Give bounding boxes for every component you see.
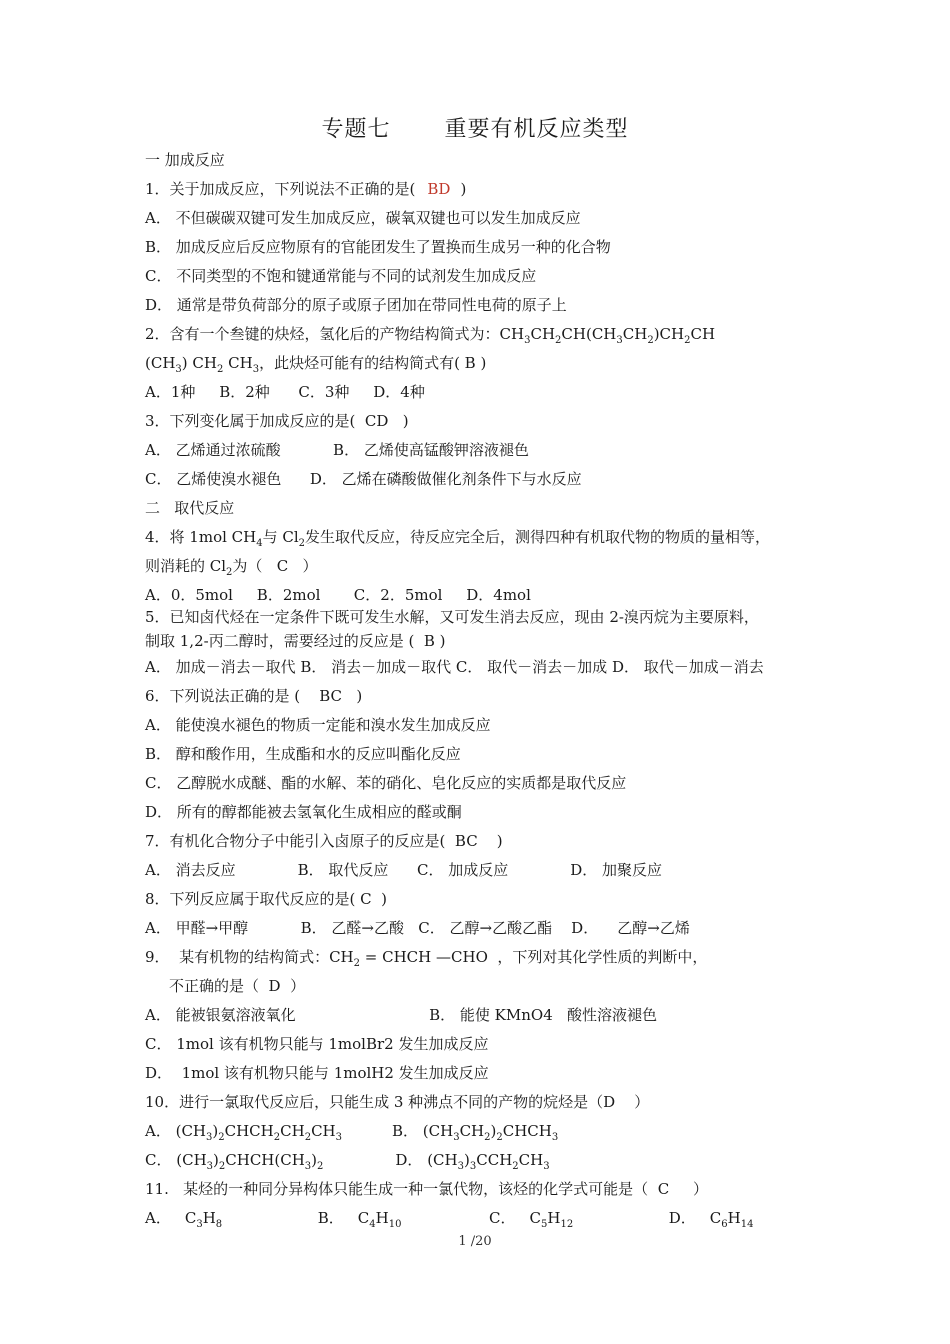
question-7-options: A． 消去反应 B． 取代反应 C． 加成反应 D． 加聚反应 (145, 861, 663, 879)
question-11-stem: 11. 某烃的一种同分异构体只能生成一种一氯代物，该烃的化学式可能是（ C ） (145, 1180, 709, 1198)
question-1-option-c: C． 不同类型的不饱和键通常能与不同的试剂发生加成反应 (145, 267, 537, 285)
question-2-stem: 2．含有一个叁键的炔烃，氢化后的产物结构简式为：$CH_3CH_2CH(CH_3CH_2)CH_2CH$ (145, 325, 716, 346)
title-topic: 专题七 (321, 117, 391, 142)
question-1-option-d: D． 通常是带负荷部分的原子或原子团加在带同性电荷的原子上 (145, 296, 567, 314)
question-9-options-ab: A． 能被银氨溶液氧化 B． 能使 KMnO4 酸性溶液褪色 (145, 1006, 658, 1024)
question-1-answer: BD (427, 180, 451, 198)
question-1-stem: 1．关于加成反应，下列说法不正确的是( BD ) (145, 180, 467, 198)
question-3-stem: 3．下列变化属于加成反应的是( CD ) (145, 412, 409, 430)
question-10-options-cd: C． $(CH_3)_2CHCH(CH_3)_2$ D． $(CH_3)_3CCH_2CH_3$ (145, 1151, 550, 1172)
question-4-options: A．0．5mol B．2mol C．2．5mol D．4mol (145, 586, 531, 604)
title-subject: 重要有机反应类型 (444, 117, 629, 142)
question-6-option-b: B． 醇和酸作用，生成酯和水的反应叫酯化反应 (145, 745, 461, 763)
question-9-option-c: C． 1mol 该有机物只能与 1molBr2 发生加成反应 (145, 1035, 489, 1053)
question-8-stem: 8．下列反应属于取代反应的是( C ) (145, 890, 388, 908)
question-9-option-d: D． 1mol 该有机物只能与 1molH2 发生加成反应 (145, 1064, 489, 1082)
question-3-options-ab: A． 乙烯通过浓硫酸 B． 乙烯使高锰酸钾溶液褪色 (145, 441, 529, 459)
question-2-stem-cont: $(CH_3)$ $CH_2$ $CH_3$，此炔烃可能有的结构简式有( B ) (145, 354, 487, 375)
question-1-option-b: B． 加成反应后反应物原有的官能团发生了置换而生成另一种的化合物 (145, 238, 611, 256)
question-5-stem-cont: 制取 1,2-丙二醇时，需要经过的反应是 ( B ) (145, 632, 446, 650)
question-11-options: A． $C_3H_8$ B． $C_4H_{10}$ C． $C_5H_{12}$ D． $C_6H_{14}$ (145, 1209, 754, 1230)
page-number: 1 /20 (458, 1234, 492, 1249)
question-6-option-c: C． 乙醇脱水成醚、酯的水解、苯的硝化、皂化反应的实质都是取代反应 (145, 774, 627, 792)
question-10-stem: 10．进行一氯取代反应后，只能生成 3 种沸点不同的产物的烷烃是（D ） (145, 1093, 650, 1111)
question-6-stem: 6．下列说法正确的是 ( BC ) (145, 687, 363, 705)
question-10-options-ab: A． $(CH_3)_2CHCH_2CH_2CH_3$ B． $(CH_3CH_2)_2CHCH_3$ (145, 1122, 559, 1143)
question-4-stem: 4．将 1mol $CH_4$与 $Cl_2$发生取代反应，待反应完全后，测得四种有机取代物的物质的量相等， (145, 528, 771, 549)
question-5-stem: 5．已知卤代烃在一定条件下既可发生水解，又可发生消去反应，现由 2-溴丙烷为主要原料， (145, 608, 759, 626)
section-heading-addition: 一 加成反应 (145, 151, 225, 169)
question-9-stem: 9． 某有机物的结构简式：$CH_2$ = CHCH —CHO ，下列对其化学性质的判断中， (145, 948, 708, 969)
question-1-option-a: A． 不但碳碳双键可发生加成反应，碳氧双键也可以发生加成反应 (145, 209, 581, 227)
question-2-options: A．1种 B．2种 C．3种 D．4种 (145, 383, 425, 401)
question-5-options: A． 加成－消去－取代 B． 消去－加成－取代 C． 取代－消去－加成 D． 取代－加成－消去 (145, 658, 764, 676)
question-3-options-cd: C． 乙烯使溴水褪色 D． 乙烯在磷酸做催化剂条件下与水反应 (145, 470, 582, 488)
section-heading-substitution: 二 取代反应 (145, 499, 235, 517)
question-4-stem-cont: 则消耗的 $Cl_2$为（ C ） (145, 557, 318, 578)
question-8-options: A． 甲醛→甲醇 B． 乙醛→乙酸 C． 乙醇→乙酸乙酯 D． 乙醇→乙烯 (145, 919, 690, 937)
question-7-stem: 7．有机化合物分子中能引入卤原子的反应是( BC ) (145, 832, 503, 850)
question-6-option-d: D． 所有的醇都能被去氢氧化生成相应的醛或酮 (145, 803, 462, 821)
page-title (0, 112, 950, 143)
question-9-stem-cont: 不正确的是（ D ） (169, 977, 306, 995)
question-6-option-a: A． 能使溴水褪色的物质一定能和溴水发生加成反应 (145, 716, 491, 734)
